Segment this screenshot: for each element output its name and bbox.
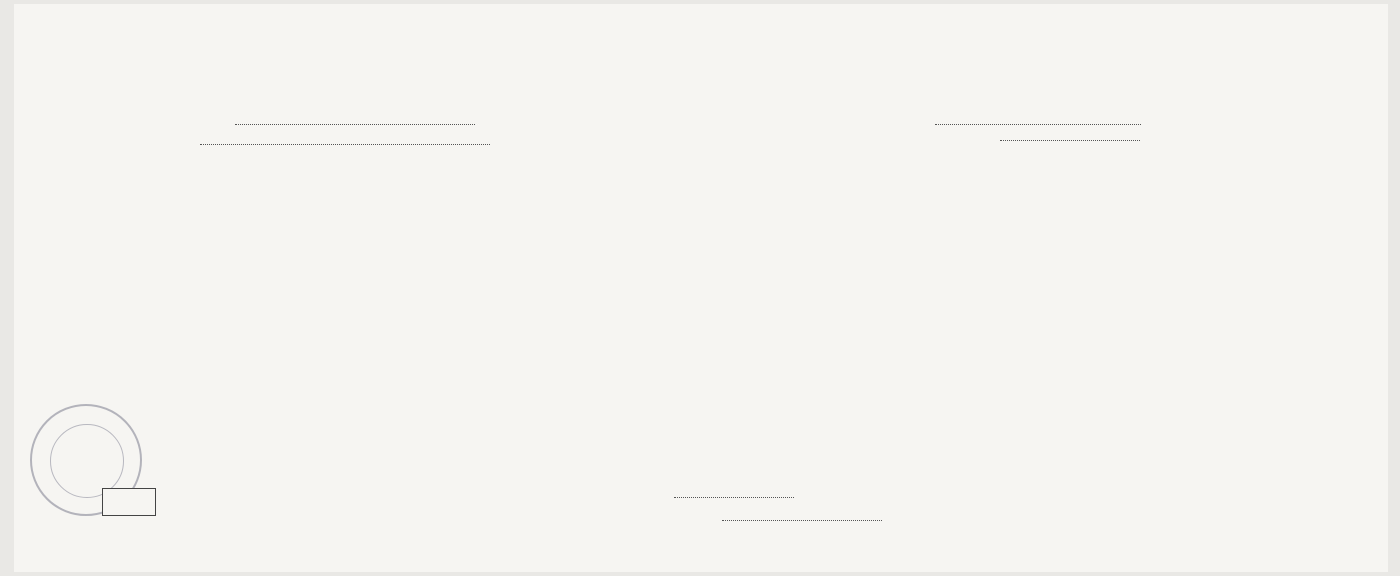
seal-box: [102, 488, 156, 516]
signature-line: [674, 497, 794, 498]
head-signature-line: [722, 520, 882, 521]
